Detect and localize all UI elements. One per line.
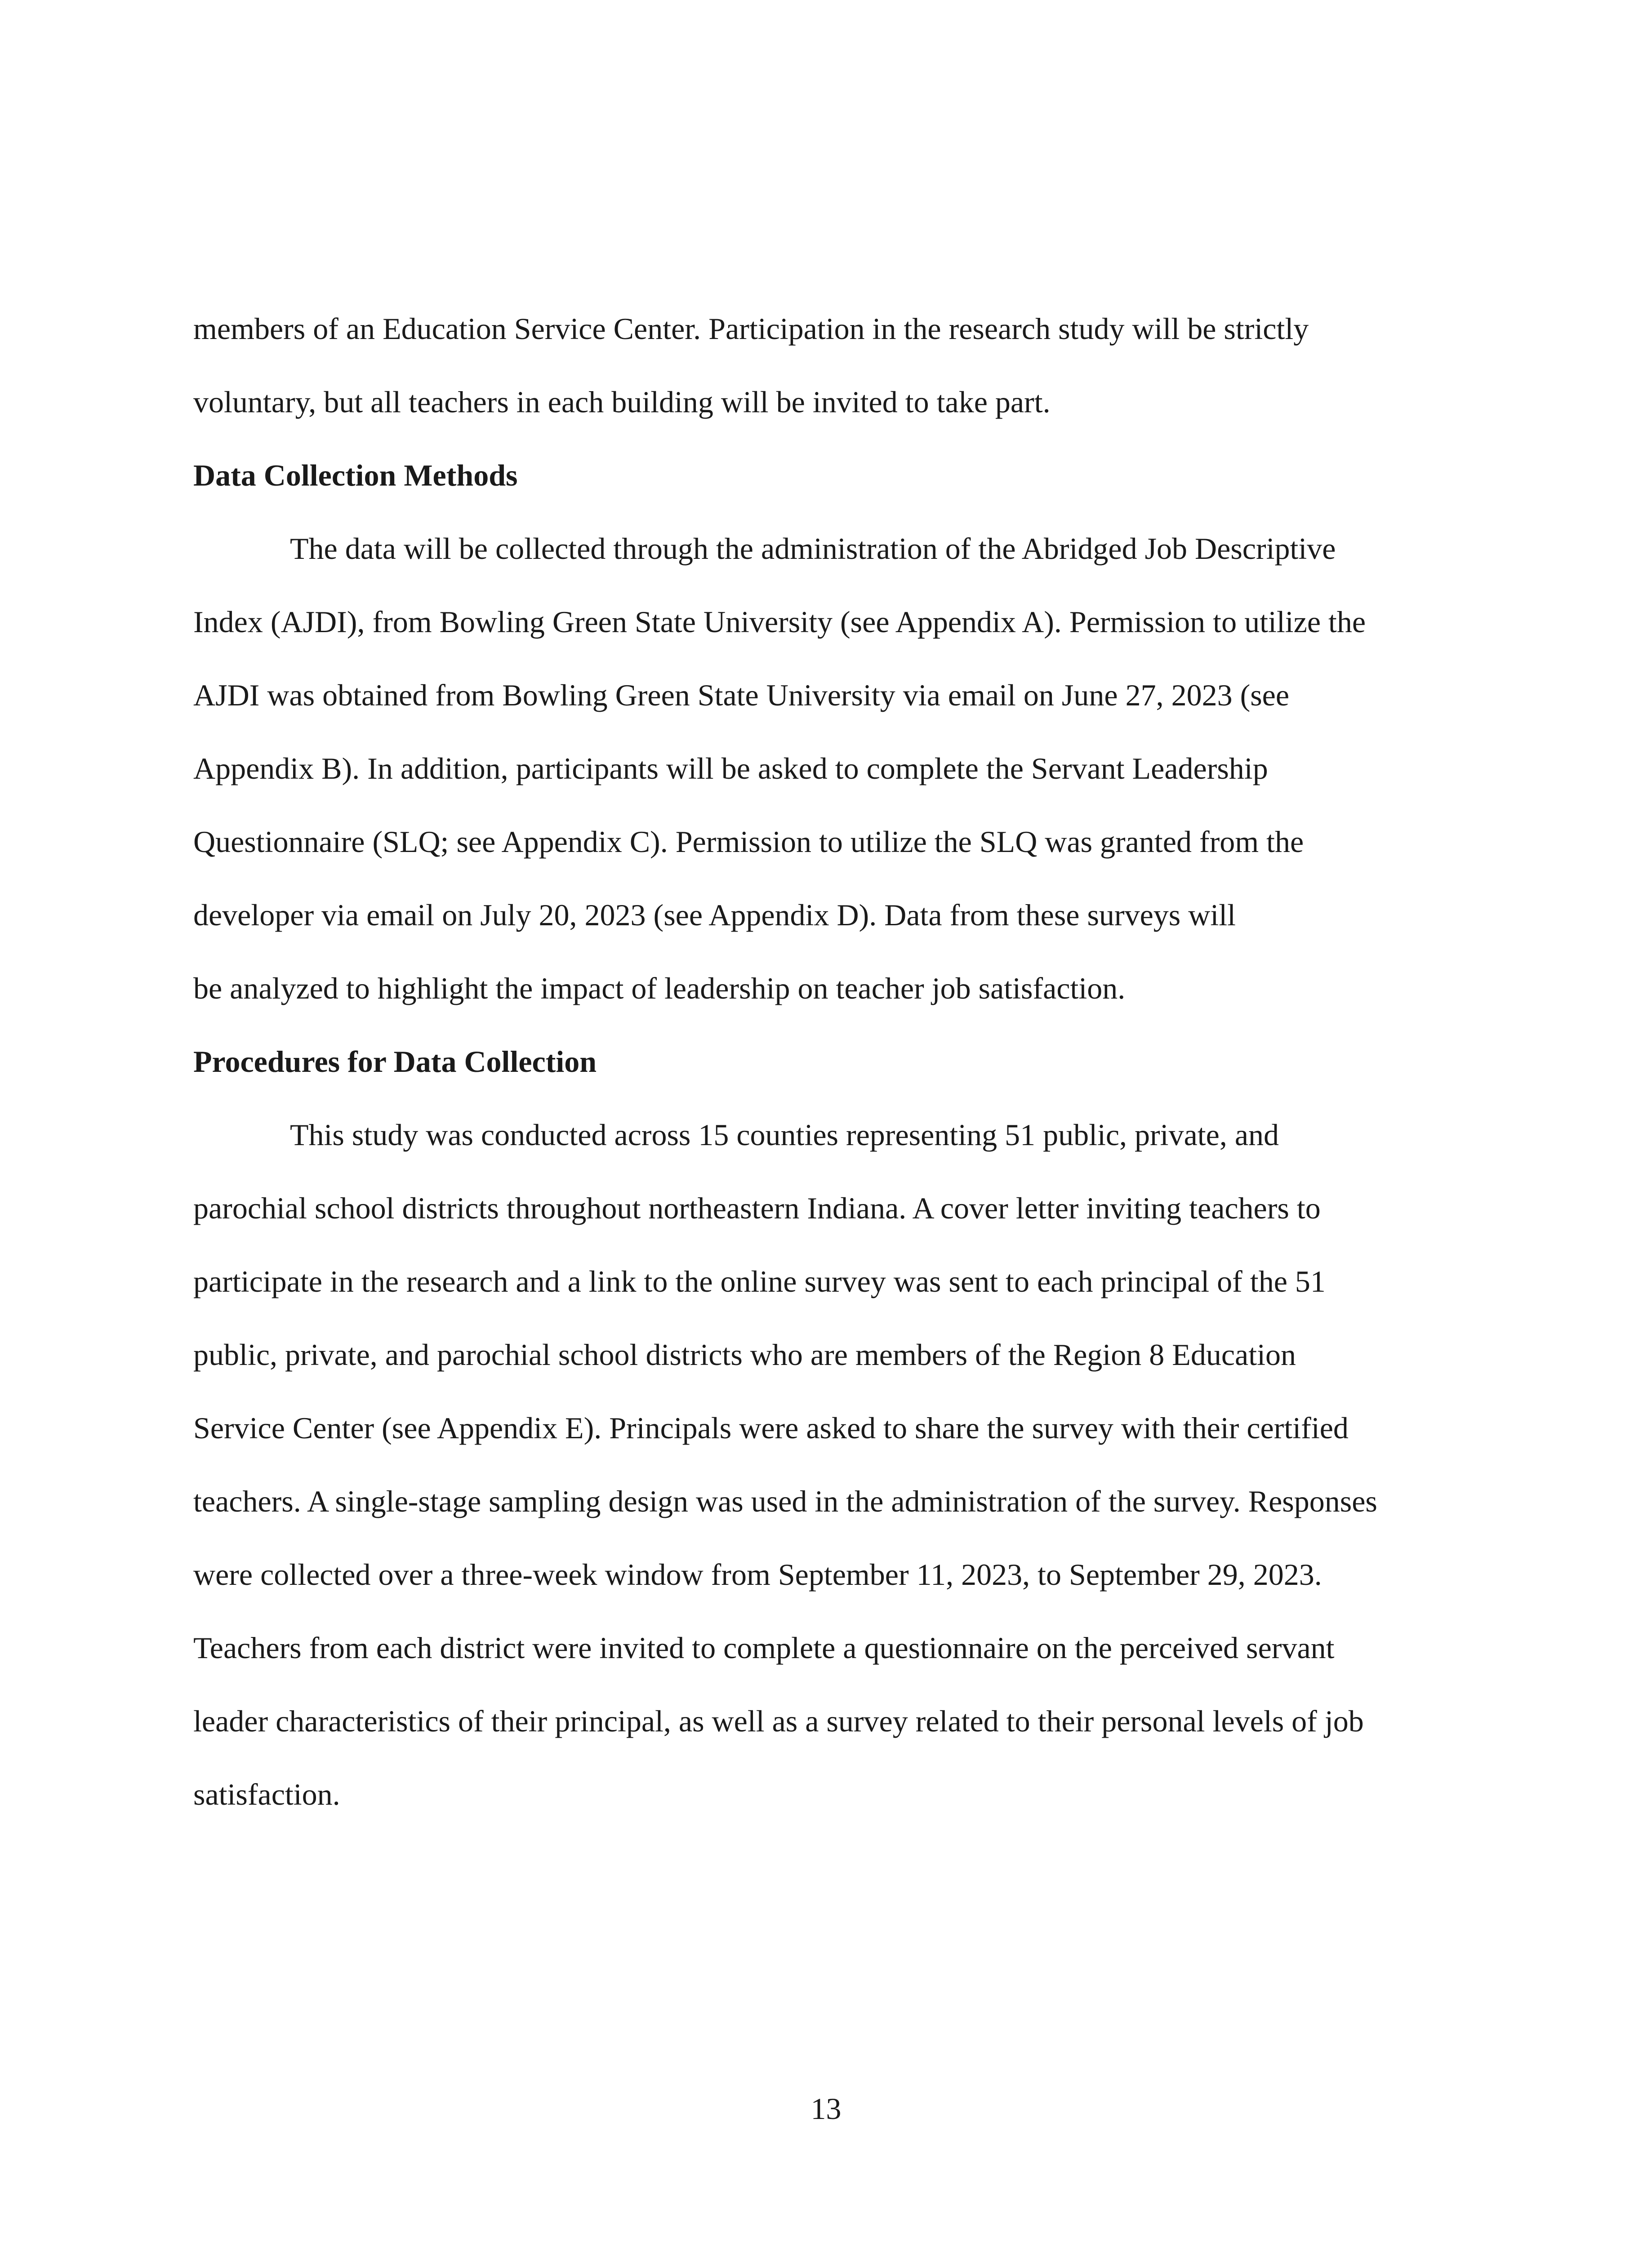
section-heading-procedures: Procedures for Data Collection — [193, 1044, 597, 1079]
paragraph-line: parochial school districts throughout northeastern Indiana. A cover letter inviting teachers to — [193, 1191, 1321, 1225]
paragraph-line: leader characteristics of their principal, as well as a survey related to their personal levels of job — [193, 1704, 1364, 1738]
page-body — [193, 292, 1479, 1831]
paragraph-line: Service Center (see Appendix E). Principals were asked to share the survey with their certified — [193, 1411, 1349, 1445]
intro-line: voluntary, but all teachers in each building will be invited to take part. — [193, 385, 1051, 419]
paragraph-line: AJDI was obtained from Bowling Green State University via email on June 27, 2023 (see — [193, 678, 1290, 712]
paragraph-line: This study was conducted across 15 counties representing 51 public, private, and — [290, 1118, 1279, 1152]
paragraph-line: satisfaction. — [193, 1777, 340, 1811]
paragraph-line: be analyzed to highlight the impact of leadership on teacher job satisfaction. — [193, 971, 1126, 1005]
data-collection-methods-paragraph — [193, 512, 1479, 1025]
paragraph-line: teachers. A single-stage sampling design was used in the administration of the survey. Responses — [193, 1484, 1377, 1518]
procedures-paragraph — [193, 1098, 1479, 1831]
paragraph-line: Questionnaire (SLQ; see Appendix C). Permission to utilize the SLQ was granted from the — [193, 825, 1304, 859]
paragraph-line: were collected over a three-week window from September 11, 2023, to September 29, 2023. — [193, 1557, 1322, 1592]
intro-line: members of an Education Service Center. Participation in the research study will be strictly — [193, 312, 1309, 346]
paragraph-line: Appendix B). In addition, participants will be asked to complete the Servant Leadership — [193, 751, 1268, 785]
section-heading-data-collection-methods: Data Collection Methods — [193, 458, 518, 492]
paragraph-line: The data will be collected through the administration of the Abridged Job Descriptive — [290, 531, 1336, 566]
intro-paragraph — [193, 292, 1479, 439]
paragraph-line: developer via email on July 20, 2023 (see Appendix D). Data from these surveys will — [193, 898, 1236, 932]
page-number: 13 — [810, 2092, 842, 2126]
paragraph-line: Index (AJDI), from Bowling Green State University (see Appendix A). Permission to utilize the — [193, 605, 1366, 639]
paragraph-line: participate in the research and a link to the online survey was sent to each principal of the 51 — [193, 1264, 1326, 1298]
paragraph-line: Teachers from each district were invited to complete a questionnaire on the perceived servant — [193, 1631, 1335, 1665]
paragraph-line: public, private, and parochial school districts who are members of the Region 8 Education — [193, 1338, 1296, 1372]
